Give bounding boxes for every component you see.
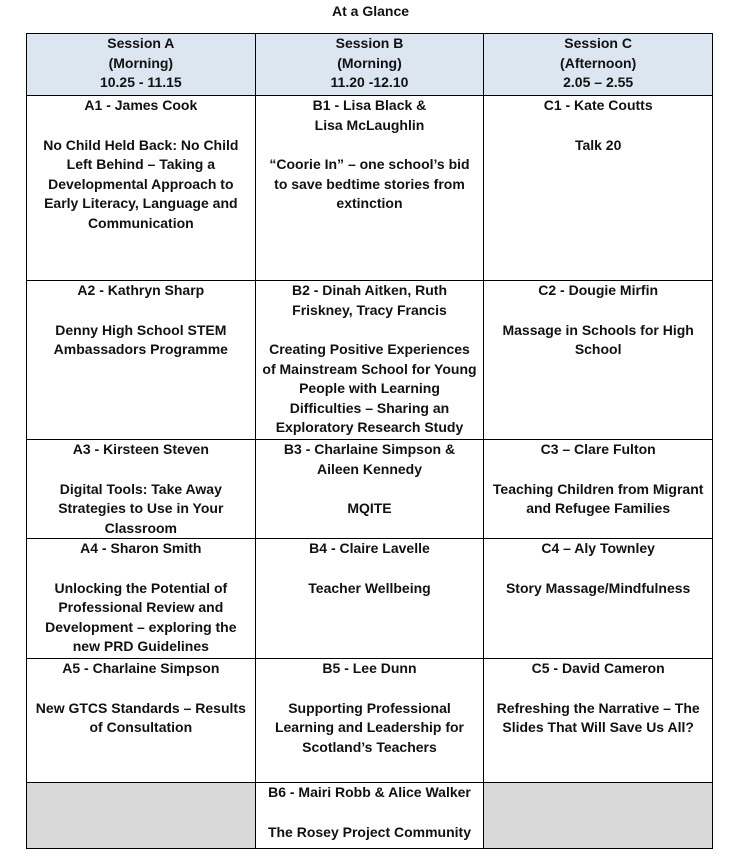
table-row: [27, 539, 713, 659]
page-title: At a Glance: [331, 3, 410, 19]
session-title: Story Massage/Mindfulness: [505, 579, 691, 596]
table-row: [27, 659, 713, 783]
session-title: Massage in Schools for High School: [502, 321, 694, 357]
session-title: Teaching Children from Migrant and Refugee Families: [492, 480, 704, 516]
column-time: 11.20 -12.10: [330, 74, 409, 90]
session-cell-a5: [27, 659, 256, 783]
column-time: 10.25 - 11.15: [99, 74, 182, 90]
column-header-session-b: [255, 34, 484, 96]
table-row: [27, 783, 713, 849]
table-row: [27, 96, 713, 281]
session-speaker: C3 – Clare Fulton: [540, 441, 656, 457]
session-title: Creating Positive Experiences of Mainstream School for Young People with Learning Difficulties – Sharing an Exploratory Research Study: [262, 341, 477, 435]
session-cell-b1: [255, 96, 484, 281]
column-name: Session C: [564, 35, 632, 51]
session-cell-b6: [255, 783, 484, 849]
session-title: New GTCS Standards – Results of Consultation: [35, 699, 246, 735]
session-title: No Child Held Back: No Child Left Behind – Taking a Developmental Approach to Early Literacy, Language and Communication: [43, 136, 239, 231]
session-cell-a2: [27, 281, 256, 440]
session-speaker: B6 - Mairi Robb & Alice Walker: [268, 784, 471, 800]
session-cell-b5: [255, 659, 484, 783]
column-period: (Morning): [337, 54, 402, 71]
session-speaker: A1 - James Cook: [84, 97, 198, 113]
session-cell-b3: [255, 440, 484, 539]
session-title: Unlocking the Potential of Professional Review and Development – exploring the new PRD Guidelines: [45, 579, 237, 654]
column-header-session-a: [27, 34, 256, 96]
sessions-table: [26, 33, 713, 849]
session-cell-b2: [255, 281, 484, 440]
session-title: Teacher Wellbeing: [308, 579, 431, 596]
column-name: Session B: [335, 35, 404, 51]
session-speaker: A2 - Kathryn Sharp: [77, 282, 205, 298]
session-title: MQITE: [347, 500, 392, 516]
empty-cell-a6: [27, 783, 256, 849]
session-title: Denny High School STEM Ambassadors Programme: [53, 321, 228, 357]
session-speaker: C2 - Dougie Mirfin: [538, 282, 659, 298]
session-title: Refreshing the Narrative – The Slides That Will Save Us All?: [496, 699, 700, 735]
table-row: [27, 440, 713, 539]
session-speaker: C5 - David Cameron: [531, 660, 665, 676]
session-title: “Coorie In” – one school’s bid to save bedtime stories from extinction: [269, 156, 470, 211]
column-period: (Afternoon): [560, 54, 637, 71]
session-speaker: C4 – Aly Townley: [541, 540, 655, 556]
session-cell-c3: [484, 440, 713, 539]
session-speaker: B1 - Lisa Black & Lisa McLaughlin: [312, 97, 427, 133]
session-cell-c4: [484, 539, 713, 659]
session-cell-c2: [484, 281, 713, 440]
column-header-session-c: [484, 34, 713, 96]
column-name: Session A: [107, 35, 175, 51]
session-cell-b4: [255, 539, 484, 659]
session-cell-c1: [484, 96, 713, 281]
table-row: [27, 281, 713, 440]
session-speaker: B4 - Claire Lavelle: [309, 540, 430, 556]
session-cell-c5: [484, 659, 713, 783]
session-speaker: B5 - Lee Dunn: [322, 660, 417, 676]
empty-cell-c6: [484, 783, 713, 849]
session-speaker: C1 - Kate Coutts: [543, 97, 653, 113]
session-title: Digital Tools: Take Away Strategies to Use in Your Classroom: [58, 480, 224, 536]
session-speaker: B2 - Dinah Aitken, Ruth Friskney, Tracy Francis: [291, 282, 447, 318]
table-header-row: [27, 34, 713, 96]
session-speaker: A3 - Kirsteen Steven: [72, 441, 209, 457]
session-cell-a4: [27, 539, 256, 659]
session-cell-a3: [27, 440, 256, 539]
session-title: Talk 20: [574, 136, 622, 153]
column-period: (Morning): [108, 54, 174, 71]
session-cell-a1: [27, 96, 256, 281]
session-speaker: A4 - Sharon Smith: [80, 540, 202, 556]
session-speaker: B3 - Charlaine Simpson & Aileen Kennedy: [283, 441, 456, 477]
session-speaker: A5 - Charlaine Simpson: [62, 660, 220, 676]
session-title: Supporting Professional Learning and Leadership for Scotland’s Teachers: [274, 699, 464, 755]
session-title: The Rosey Project Community: [267, 823, 471, 840]
column-time: 2.05 – 2.55: [563, 74, 634, 90]
